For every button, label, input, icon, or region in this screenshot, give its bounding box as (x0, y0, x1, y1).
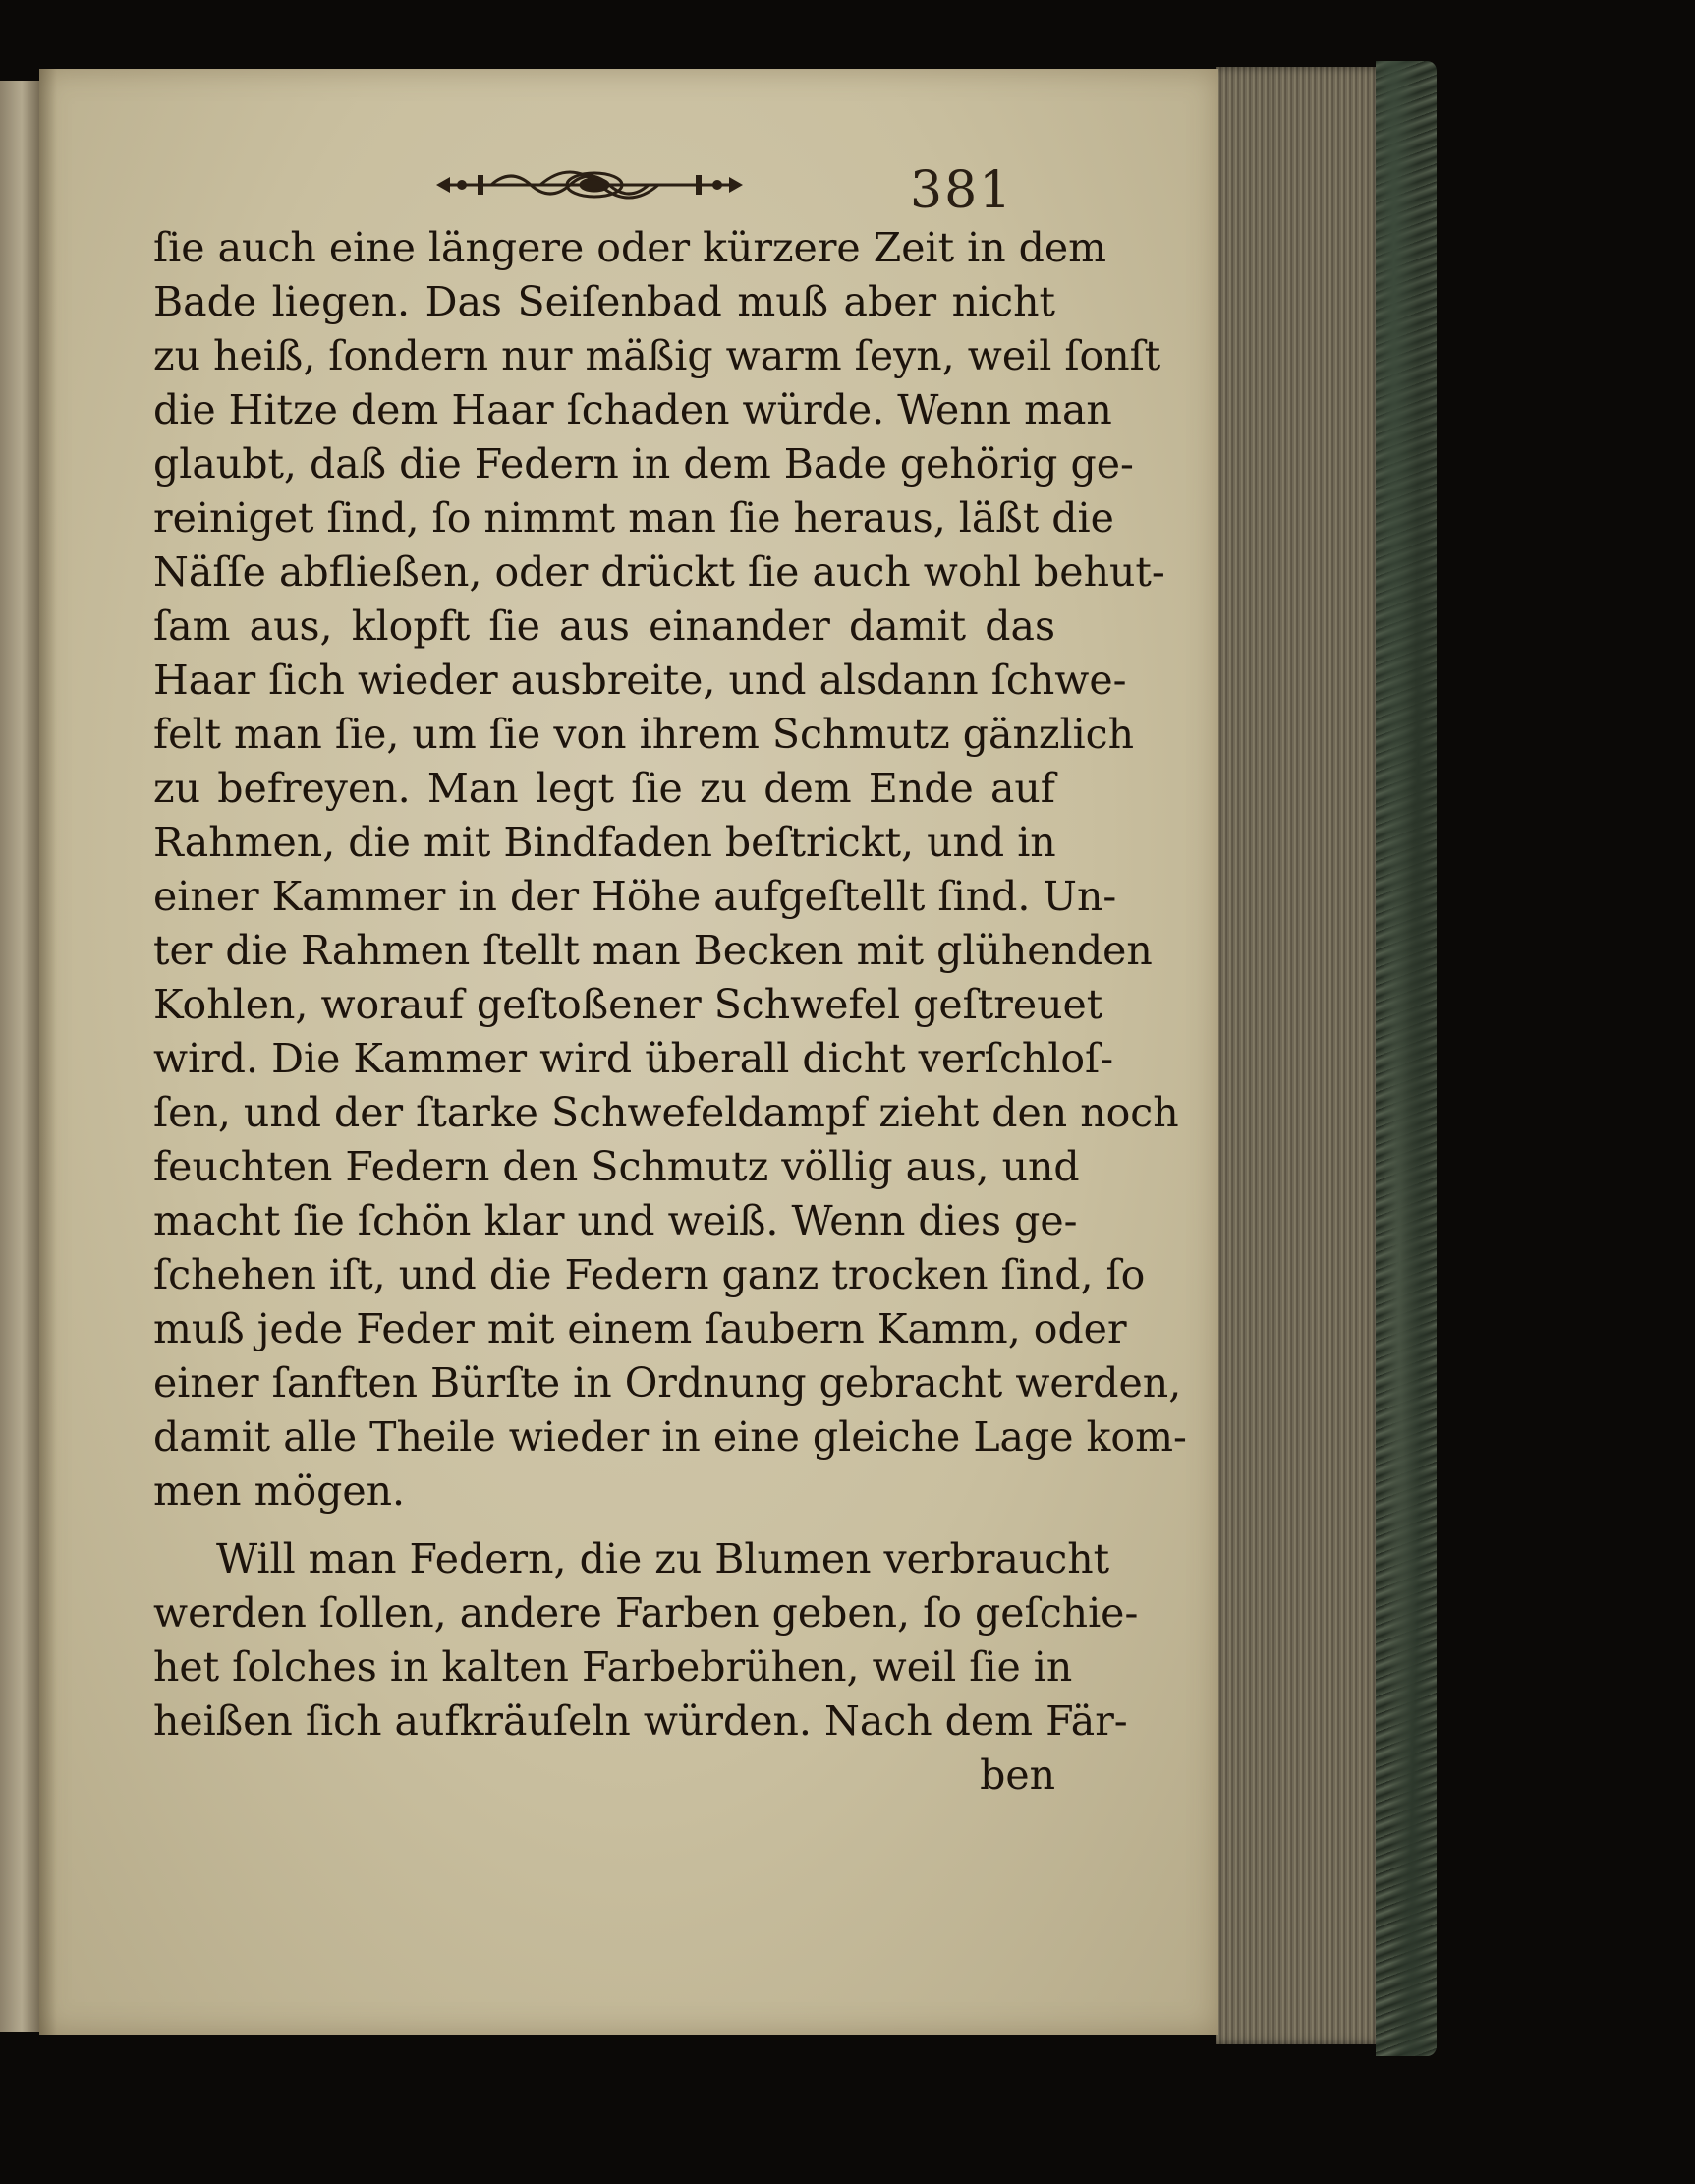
text-line: het ſolches in kalten Farbebrühen, weil ſie in (153, 1643, 1073, 1691)
gutter-shadow (39, 69, 57, 2035)
text-line: ſen, und der ſtarke Schwefeldampf zieht den noch (153, 1089, 1179, 1136)
text-line: einer ſanften Bürſte in Ordnung gebracht werden, (153, 1359, 1182, 1407)
facing-page-edge (0, 81, 39, 2032)
text-line: ſam aus, klopft ſie aus einander damit das (153, 603, 1055, 650)
text-line: glaubt, daß die Federn in dem Bade gehörig ge- (153, 440, 1134, 488)
text-line: reiniget ſind, ſo nimmt man ſie heraus, läßt die (153, 494, 1114, 542)
text-line: men mögen. (153, 1467, 406, 1515)
fleuron-icon (432, 155, 747, 214)
text-line: Will man Federn, die zu Blumen verbraucht (216, 1535, 1110, 1582)
text-line: die Hitze dem Haar ſchaden würde. Wenn man (153, 386, 1112, 433)
catchword: ben (980, 1752, 1055, 1799)
text-line: heißen ſich aufkräuſeln würden. Nach dem Fär- (153, 1697, 1128, 1745)
book-page (39, 69, 1218, 2035)
text-line: feuchten Federn den Schmutz völlig aus, und (153, 1143, 1080, 1190)
text-line: damit alle Theile wieder in eine gleiche Lage kom- (153, 1413, 1187, 1461)
text-line: einer Kammer in der Höhe aufgeſtellt ſind. Un- (153, 873, 1117, 920)
text-line: felt man ſie, um ſie von ihrem Schmutz gänzlich (153, 711, 1135, 758)
text-line: Kohlen, worauf geſtoßener Schwefel geſtreuet (153, 981, 1103, 1028)
page-edges (1216, 67, 1385, 2044)
page-number: 381 (910, 161, 1014, 220)
text-line: ſie auch eine längere oder kürzere Zeit in dem (153, 224, 1107, 271)
text-line: Näſſe abfließen, oder drückt ſie auch wohl behut- (153, 548, 1165, 596)
text-line: Haar ſich wieder ausbreite, und alsdann ſchwe- (153, 657, 1127, 704)
text-line: macht ſie ſchön klar und weiß. Wenn dies ge- (153, 1197, 1078, 1244)
text-line: Rahmen, die mit Bindfaden beſtrickt, und in (153, 819, 1056, 866)
text-line: werden ſollen, andere Farben geben, ſo geſchie- (153, 1589, 1139, 1637)
text-line: zu heiß, ſondern nur mäßig warm ſeyn, weil ſonſt (153, 332, 1161, 379)
text-line: ſchehen iſt, und die Federn ganz trocken ſind, ſo (153, 1251, 1146, 1298)
body-text (153, 221, 1187, 1803)
marbled-cover (1376, 61, 1437, 2056)
text-line: Bade liegen. Das Seiſenbad muß aber nicht (153, 278, 1055, 325)
text-line: ter die Rahmen ſtellt man Becken mit glühenden (153, 927, 1153, 974)
text-line: zu befreyen. Man legt ſie zu dem Ende auf (153, 765, 1055, 812)
text-line: muß jede Feder mit einem ſaubern Kamm, oder (153, 1305, 1127, 1352)
text-line: wird. Die Kammer wird überall dicht verſchloſ- (153, 1035, 1114, 1082)
